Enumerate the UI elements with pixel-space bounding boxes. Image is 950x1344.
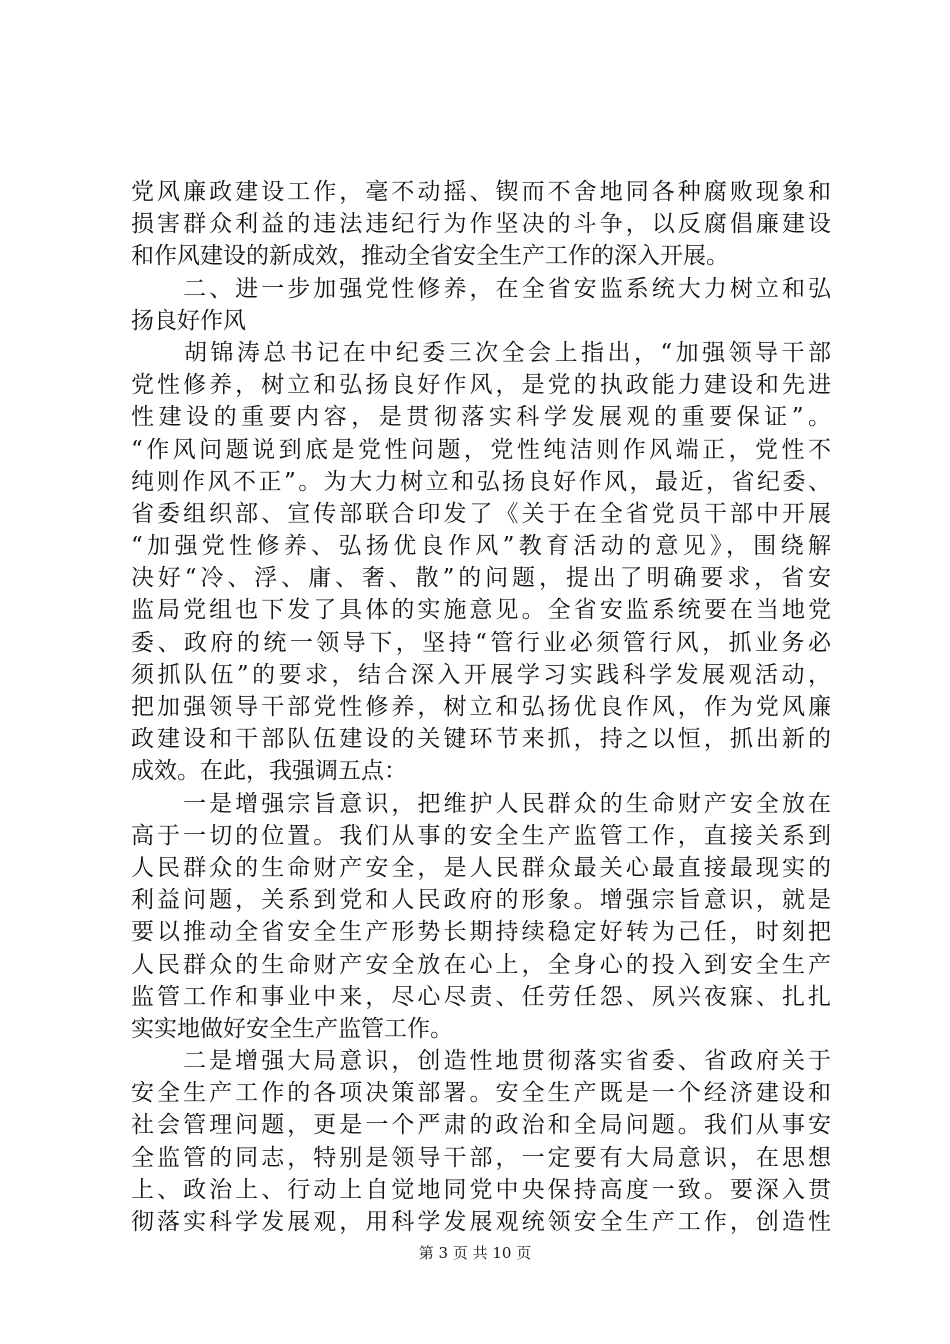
text-line: 扬良好作风 xyxy=(131,307,246,334)
text-line: 人民群众的生命财产安全放在心上，全身心的投入到安全生产 xyxy=(131,951,831,978)
text-line: 党性修养，树立和弘扬良好作风，是党的执政能力建设和先进 xyxy=(131,372,831,399)
text-line: 利益问题，关系到党和人民政府的形象。增强宗旨意识，就是 xyxy=(131,887,831,914)
text-line: 委、政府的统一领导下，坚持“管行业必须管行风，抓业务必 xyxy=(131,629,831,656)
text-line: 监管工作和事业中来，尽心尽责、任劳任怨、夙兴夜寐、扎扎 xyxy=(131,983,831,1010)
text-line: 把加强领导干部党性修养，树立和弘扬优良作风，作为党风廉 xyxy=(131,694,831,720)
text-line: 党风廉政建设工作，毫不动摇、锲而不舍地同各种腐败现象和 xyxy=(131,179,831,205)
text-line: 省委组织部、宣传部联合印发了《关于在全省党员干部中开展 xyxy=(131,500,831,527)
text-line: 一是增强宗旨意识，把维护人民群众的生命财产安全放在 xyxy=(131,790,831,817)
text-line: 决好“冷、浮、庸、奢、散”的问题，提出了明确要求，省安 xyxy=(131,565,831,592)
text-line: 政建设和干部队伍建设的关键环节来抓，持之以恒，抓出新的 xyxy=(131,726,831,753)
text-line: 性建设的重要内容，是贯彻落实科学发展观的重要保证”。 xyxy=(131,404,831,431)
text-line: 须抓队伍”的要求，结合深入开展学习实践科学发展观活动， xyxy=(131,661,831,688)
text-line: 二是增强大局意识，创造性地贯彻落实省委、省政府关于 xyxy=(131,1048,831,1075)
body-text xyxy=(131,176,831,1238)
text-line: “作风问题说到底是党性问题，党性纯洁则作风端正，党性不 xyxy=(131,436,831,463)
text-line: “加强党性修养、弘扬优良作风”教育活动的意见》，围绕解 xyxy=(131,533,831,560)
text-line: 社会管理问题，更是一个严肃的政治和全局问题。我们从事安 xyxy=(131,1112,831,1139)
text-line: 纯则作风不正”。为大力树立和弘扬良好作风，最近，省纪委、 xyxy=(131,468,831,495)
text-line: 彻落实科学发展观，用科学发展观统领安全生产工作，创造性 xyxy=(131,1209,831,1235)
text-line: 成效。在此，我强调五点： xyxy=(131,758,407,785)
text-line: 监局党组也下发了具体的实施意见。全省安监系统要在当地党 xyxy=(131,597,831,624)
text-line: 二、进一步加强党性修养，在全省安监系统大力树立和弘 xyxy=(131,275,831,302)
text-line: 要以推动全省安全生产形势长期持续稳定好转为己任，时刻把 xyxy=(131,919,831,946)
text-line: 胡锦涛总书记在中纪委三次全会上指出，“加强领导干部 xyxy=(131,339,831,366)
text-line: 高于一切的位置。我们从事的安全生产监管工作，直接关系到 xyxy=(131,822,831,849)
text-line: 安全生产工作的各项决策部署。安全生产既是一个经济建设和 xyxy=(131,1080,831,1107)
text-line: 损害群众利益的违法违纪行为作坚决的斗争，以反腐倡廉建设 xyxy=(131,211,831,238)
page-footer: 第 3 页 共 10 页 xyxy=(418,1244,532,1262)
text-line: 实实地做好安全生产监管工作。 xyxy=(131,1015,453,1042)
text-line: 和作风建设的新成效，推动全省安全生产工作的深入开展。 xyxy=(131,243,729,270)
text-line: 人民群众的生命财产安全，是人民群众最关心最直接最现实的 xyxy=(131,854,831,881)
text-line: 上、政治上、行动上自觉地同党中央保持高度一致。要深入贯 xyxy=(131,1176,831,1203)
text-line: 全监管的同志，特别是领导干部，一定要有大局意识，在思想 xyxy=(131,1144,831,1171)
